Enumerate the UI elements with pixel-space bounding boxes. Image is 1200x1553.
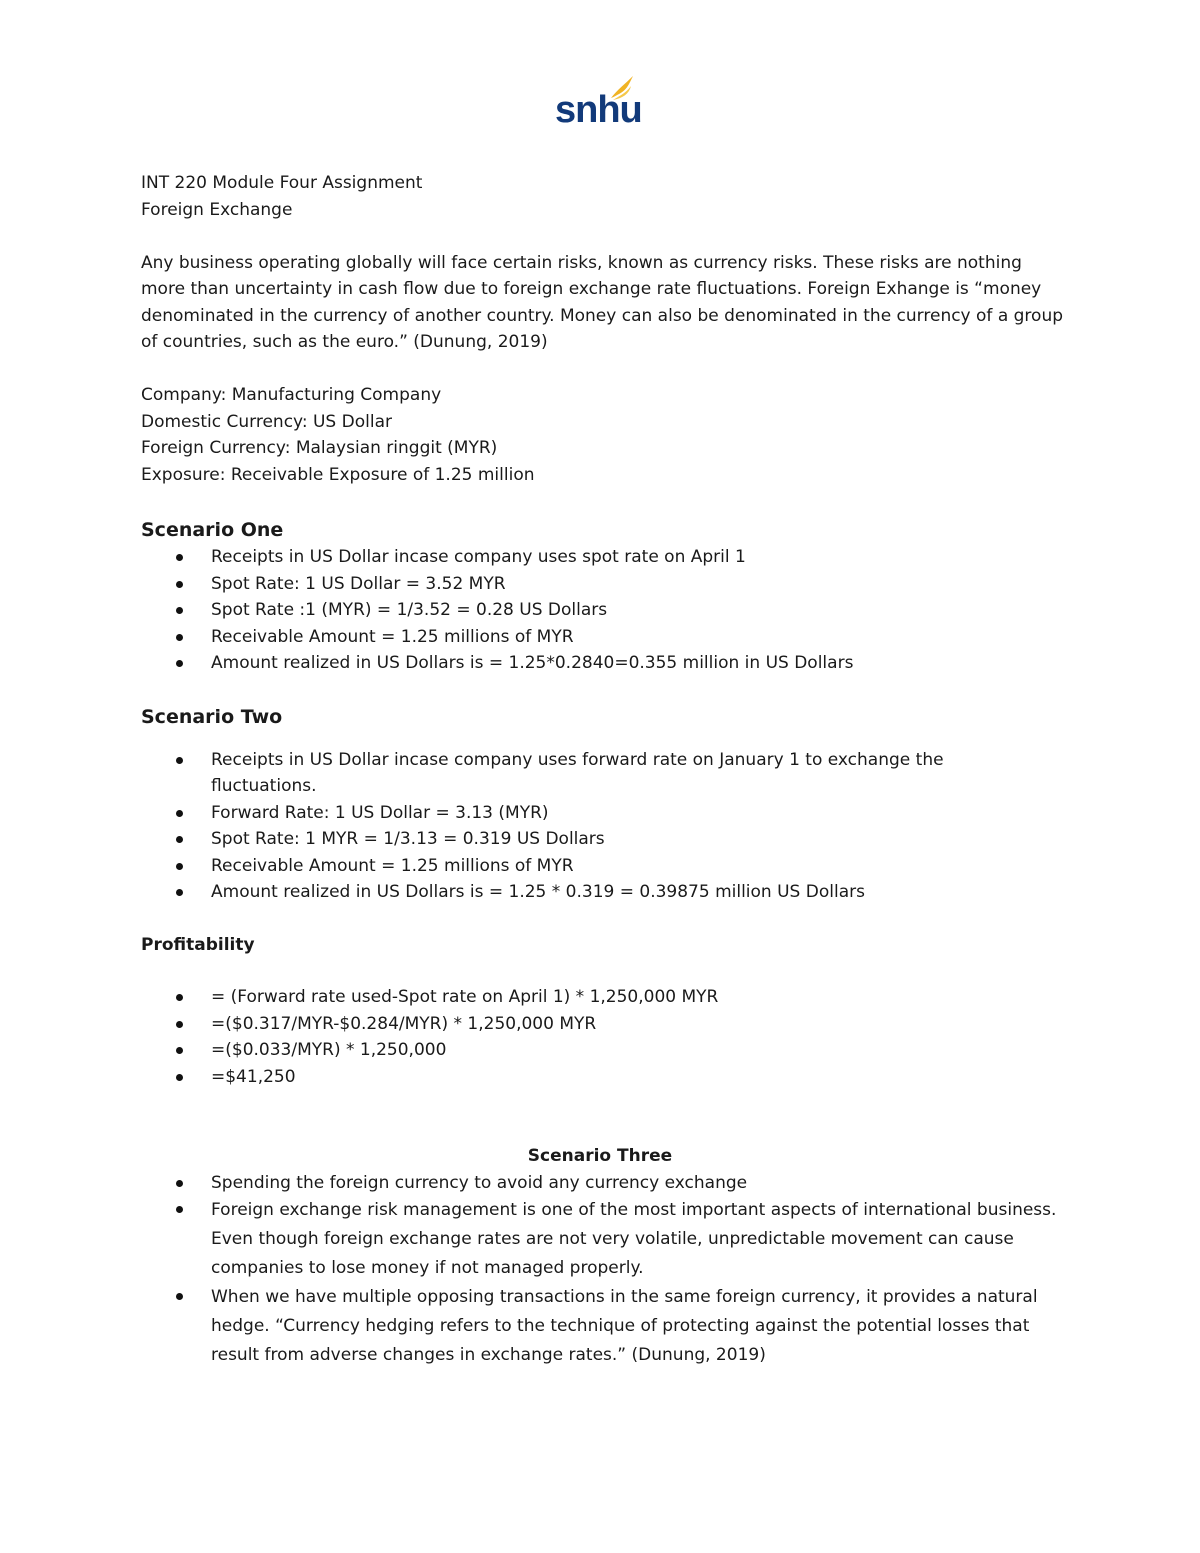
list-item: =($0.033/MYR) * 1,250,000: [211, 1037, 1071, 1064]
list-item: Amount realized in US Dollars is = 1.25*0.2840=0.355 million in US Dollars: [211, 650, 1071, 677]
list-item: Spending the foreign currency to avoid any currency exchange: [211, 1170, 1071, 1197]
foreign-currency-line: Foreign Currency: Malaysian ringgit (MYR): [141, 438, 498, 458]
profitability-heading: Profitability: [141, 934, 255, 955]
logo-wordmark: snhu: [555, 89, 642, 131]
list-item: Receipts in US Dollar incase company uses spot rate on April 1: [211, 544, 1071, 571]
document-body: [141, 170, 1071, 1370]
list-item: Spot Rate: 1 MYR = 1/3.13 = 0.319 US Dollars: [211, 826, 1071, 853]
list-item: Spot Rate :1 (MYR) = 1/3.52 = 0.28 US Dollars: [211, 597, 1071, 624]
document-topic: Foreign Exchange: [141, 199, 293, 220]
course-title: INT 220 Module Four Assignment: [141, 173, 423, 193]
scenario-two-list: [141, 747, 1071, 906]
profitability-list: [141, 984, 1071, 1090]
scenario-one-heading: Scenario One: [141, 519, 284, 541]
list-item: = (Forward rate used-Spot rate on April 1) * 1,250,000 MYR: [211, 984, 1071, 1011]
snhu-logo: [555, 72, 642, 134]
list-item: Receivable Amount = 1.25 millions of MYR: [211, 853, 1071, 880]
company-line: Company: Manufacturing Company: [141, 385, 442, 405]
list-item: Amount realized in US Dollars is = 1.25 * 0.319 = 0.39875 million US Dollars: [211, 879, 1071, 906]
intro-paragraph: Any business operating globally will face certain risks, known as currency risks. These risks are nothing more than uncertainty in cash flow due to foreign exchange rate fluctuations. Foreign Exhange is “money denominated in the currency of another country. Money can also be denominated in the currency of a group of countries, such as the euro.” (Dunung, 2019): [141, 252, 1064, 352]
list-item: Receivable Amount = 1.25 millions of MYR: [211, 624, 1071, 651]
list-item: =$41,250: [211, 1064, 1071, 1091]
list-item: When we have multiple opposing transactions in the same foreign currency, it provides a natural hedge. “Currency hedging refers to the technique of protecting against the potential losses that result from adverse changes in exchange rates.” (Dunung, 2019): [211, 1283, 1061, 1370]
scenario-one-list: [141, 544, 1071, 677]
list-item: Spot Rate: 1 US Dollar = 3.52 MYR: [211, 571, 1071, 598]
list-item: Forward Rate: 1 US Dollar = 3.13 (MYR): [211, 800, 1071, 827]
scenario-two-heading: Scenario Two: [141, 705, 283, 728]
list-item: Receipts in US Dollar incase company uses forward rate on January 1 to exchange the fluctuations.: [211, 747, 991, 800]
list-item: =($0.317/MYR-$0.284/MYR) * 1,250,000 MYR: [211, 1011, 1071, 1038]
domestic-currency-line: Domestic Currency: US Dollar: [141, 411, 392, 432]
list-item: Foreign exchange risk management is one of the most important aspects of international business. Even though foreign exchange rates are not very volatile, unpredictable movement can cause companies to lose money if not managed properly.: [211, 1196, 1061, 1283]
exposure-line: Exposure: Receivable Exposure of 1.25 million: [141, 464, 535, 485]
scenario-three-heading: Scenario Three: [527, 1146, 673, 1166]
scenario-three-list: [141, 1170, 1071, 1371]
